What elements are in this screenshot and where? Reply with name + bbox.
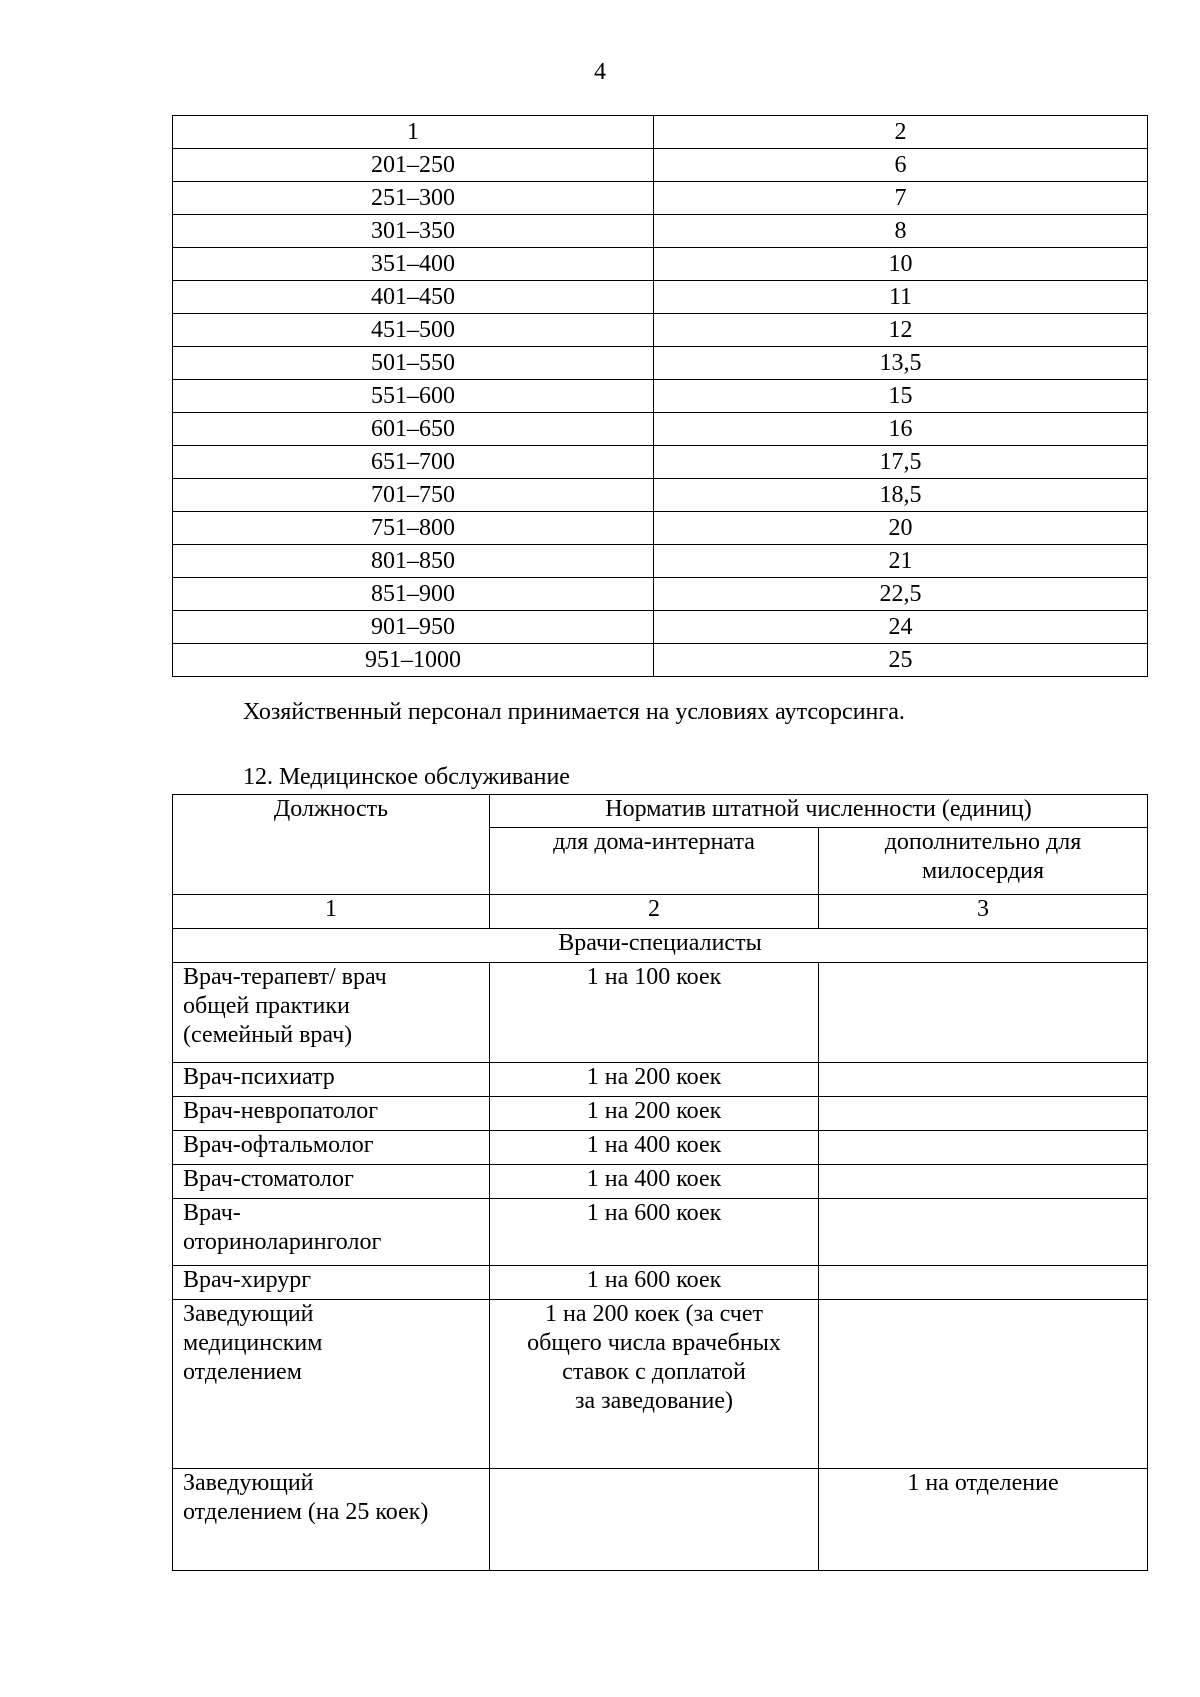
cell-line: 1 на 200 коек (за счет [544, 1301, 764, 1327]
norm-extra-cell [819, 1300, 1148, 1469]
table-row [173, 578, 1148, 611]
value-cell: 15 [654, 380, 1148, 413]
range-cell: 701–750 [173, 479, 654, 512]
position-cell [173, 963, 490, 1063]
column-numbers-row [173, 895, 1148, 929]
range-cell: 901–950 [173, 611, 654, 644]
table-row [173, 1063, 1148, 1097]
cell-line: Заведующий [183, 1470, 314, 1496]
cell-line: отделением [183, 1359, 302, 1385]
group-doctors-label: Врачи-специалисты [173, 929, 1148, 963]
cell-line: 1 на 100 коек [586, 964, 722, 990]
table-row [173, 149, 1148, 182]
table-row [173, 644, 1148, 677]
norm-home-cell [490, 1266, 819, 1300]
subheader-extra-line: дополнительно для [884, 829, 1082, 855]
value-cell: 7 [654, 182, 1148, 215]
column-number-3: 3 [819, 895, 1148, 929]
table-header-row [173, 795, 1148, 828]
value-cell: 18,5 [654, 479, 1148, 512]
norm-extra-cell [819, 1469, 1148, 1571]
table-row [173, 215, 1148, 248]
range-cell: 801–850 [173, 545, 654, 578]
table-row [173, 1300, 1148, 1469]
table-row [173, 1199, 1148, 1266]
range-cell: 651–700 [173, 446, 654, 479]
range-cell: 201–250 [173, 149, 654, 182]
cell-line: 1 на 200 коек [586, 1098, 722, 1124]
position-cell [173, 1199, 490, 1266]
range-cell: 601–650 [173, 413, 654, 446]
position-cell [173, 1300, 490, 1469]
value-cell: 12 [654, 314, 1148, 347]
table-row [173, 512, 1148, 545]
position-cell [173, 1063, 490, 1097]
subheader-home: для дома-интерната [490, 828, 819, 895]
table-row [173, 479, 1148, 512]
table-header-row [173, 116, 1148, 149]
column-number-1: 1 [173, 116, 654, 149]
value-cell: 20 [654, 512, 1148, 545]
cell-line: медицинским [183, 1330, 323, 1356]
value-cell: 25 [654, 644, 1148, 677]
range-cell: 401–450 [173, 281, 654, 314]
norm-extra-cell [819, 1266, 1148, 1300]
range-cell: 251–300 [173, 182, 654, 215]
outsourcing-note: Хозяйственный персонал принимается на условиях аутсорсинга. [243, 699, 905, 725]
column-number-1: 1 [173, 895, 490, 929]
table-row [173, 314, 1148, 347]
range-cell: 301–350 [173, 215, 654, 248]
norm-home-cell [490, 1469, 819, 1571]
cell-line: 1 на 600 коек [586, 1267, 722, 1293]
norm-home-cell [490, 963, 819, 1063]
norm-extra-cell [819, 963, 1148, 1063]
norm-home-cell [490, 1063, 819, 1097]
value-cell: 6 [654, 149, 1148, 182]
norm-home-cell [490, 1199, 819, 1266]
column-number-2: 2 [654, 116, 1148, 149]
cell-line: отделением (на 25 коек) [183, 1499, 429, 1525]
cell-line: Врач-невропатолог [183, 1098, 379, 1124]
norm-extra-cell [819, 1165, 1148, 1199]
cell-line: Врач-офтальмолог [183, 1132, 374, 1158]
column-number-2: 2 [490, 895, 819, 929]
table-row [173, 1469, 1148, 1571]
cell-line: Врач-стоматолог [183, 1166, 354, 1192]
cell-line: 1 на 600 коек [586, 1200, 722, 1226]
norm-home-cell [490, 1097, 819, 1131]
cell-line: 1 на 400 коек [586, 1166, 722, 1192]
cell-line: 1 на отделение [907, 1470, 1059, 1496]
position-cell [173, 1469, 490, 1571]
table-row [173, 611, 1148, 644]
value-cell: 24 [654, 611, 1148, 644]
value-cell: 13,5 [654, 347, 1148, 380]
cell-line: ставок с доплатой [562, 1359, 746, 1385]
table-row [173, 347, 1148, 380]
section-title: 12. Медицинское обслуживание [243, 764, 570, 790]
position-cell [173, 1097, 490, 1131]
cell-line: 1 на 400 коек [586, 1132, 722, 1158]
range-cell: 551–600 [173, 380, 654, 413]
value-cell: 17,5 [654, 446, 1148, 479]
position-cell [173, 1131, 490, 1165]
value-cell: 16 [654, 413, 1148, 446]
subheader-extra-line: милосердия [922, 858, 1044, 884]
cell-line: оториноларинголог [183, 1229, 382, 1255]
table-row [173, 248, 1148, 281]
range-cell: 451–500 [173, 314, 654, 347]
range-cell: 851–900 [173, 578, 654, 611]
norm-home-cell [490, 1131, 819, 1165]
header-position: Должность [173, 795, 490, 895]
range-cell: 751–800 [173, 512, 654, 545]
table-row [173, 963, 1148, 1063]
position-cell [173, 1165, 490, 1199]
value-cell: 8 [654, 215, 1148, 248]
cell-line: общего числа врачебных [527, 1330, 781, 1356]
cell-line: Врач-хирург [183, 1267, 312, 1293]
cell-line: общей практики [183, 993, 350, 1019]
cell-line: Врач-психиатр [183, 1064, 335, 1090]
norm-extra-cell [819, 1199, 1148, 1266]
table-row [173, 413, 1148, 446]
value-cell: 11 [654, 281, 1148, 314]
table-row [173, 380, 1148, 413]
norm-extra-cell [819, 1131, 1148, 1165]
norm-home-cell [490, 1165, 819, 1199]
value-cell: 22,5 [654, 578, 1148, 611]
cell-line: (семейный врач) [183, 1022, 353, 1048]
page-number: 4 [594, 59, 606, 85]
norm-extra-cell [819, 1097, 1148, 1131]
range-cell: 951–1000 [173, 644, 654, 677]
medical-service-table [172, 794, 1148, 1571]
cell-line: Врач-терапевт/ врач [183, 964, 387, 990]
norm-home-cell [490, 1300, 819, 1469]
position-cell [173, 1266, 490, 1300]
group-row [173, 929, 1148, 963]
header-norm: Норматив штатной численности (единиц) [490, 795, 1148, 828]
range-cell: 351–400 [173, 248, 654, 281]
table-row [173, 182, 1148, 215]
table-row [173, 1097, 1148, 1131]
table-row [173, 1131, 1148, 1165]
norm-extra-cell [819, 1063, 1148, 1097]
range-cell: 501–550 [173, 347, 654, 380]
table-row [173, 545, 1148, 578]
cell-line: Заведующий [183, 1301, 314, 1327]
table-row [173, 281, 1148, 314]
cell-line: 1 на 200 коек [586, 1064, 722, 1090]
table-row [173, 1165, 1148, 1199]
cell-line: Врач- [183, 1200, 241, 1226]
table-row [173, 1266, 1148, 1300]
staffing-scale-table [172, 115, 1148, 677]
subheader-extra [819, 828, 1148, 895]
value-cell: 21 [654, 545, 1148, 578]
value-cell: 10 [654, 248, 1148, 281]
cell-line: за заведование) [574, 1388, 733, 1414]
table-row [173, 446, 1148, 479]
